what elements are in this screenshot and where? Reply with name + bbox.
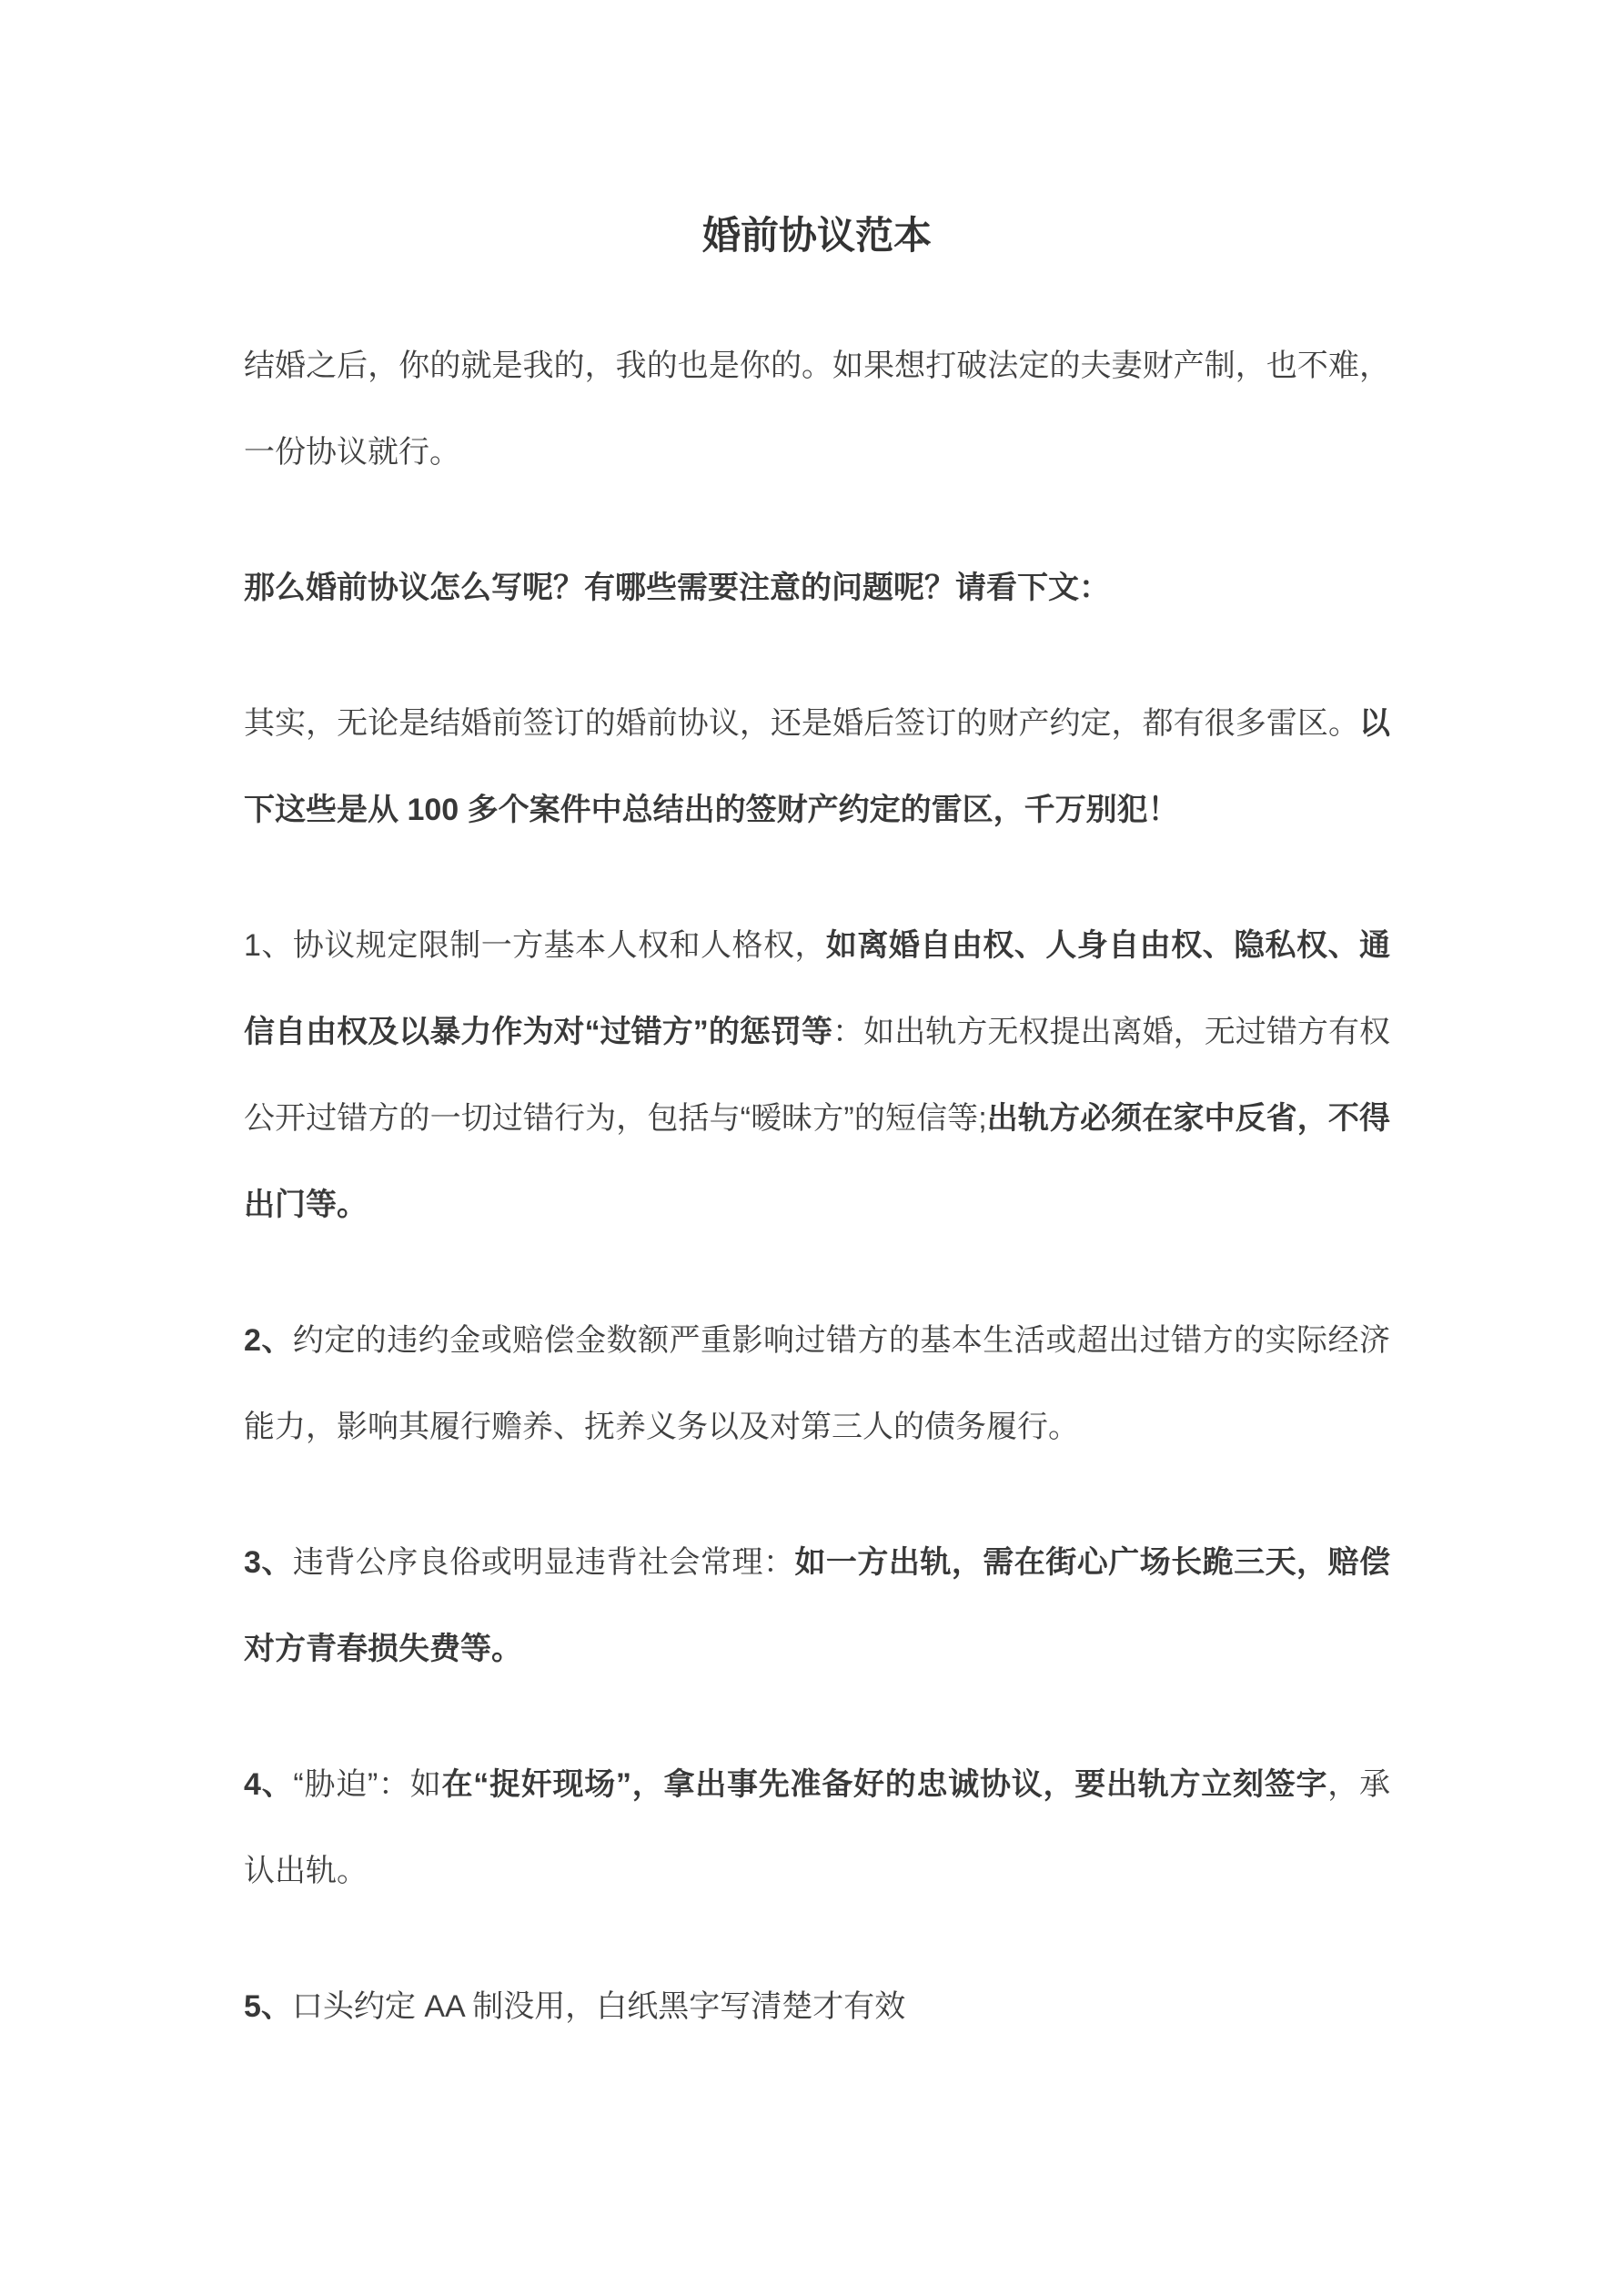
paragraph (244, 903, 1390, 1249)
bold-text-segment: 如离婚自由权、人身自由权、隐私权、通信自由权及以暴力作为对“过错方”的惩罚等 (244, 927, 1390, 1049)
text-segment: ：如出轨方无权提出离婚，无过错方有权公开过错方的一切过错行为，包括与“暧昧方”的短信等; (244, 1014, 1391, 1136)
document-title: 婚前协议范本 (701, 214, 932, 257)
text-segment: “胁迫”：如 (293, 1766, 442, 1802)
bold-text-segment: 5、 (244, 1988, 292, 2024)
text-segment: 约定的违约金或赔偿金数额严重影响过错方的基本生活或超出过错方的实际经济能力，影响其履行赡养、抚养义务以及对第三人的债务履行。 (244, 1322, 1390, 1444)
paragraph (244, 545, 1390, 632)
paragraph (244, 1742, 1390, 1915)
paragraph (244, 1298, 1390, 1471)
bold-text-segment: 出轨方必须在家中反省，不得出门等。 (244, 1100, 1391, 1222)
paragraph (244, 323, 1390, 496)
bold-text-segment: 4、 (244, 1766, 294, 1802)
text-segment: 其实，无论是结婚前签订的婚前协议，还是婚后签订的财产约定，都有很多雷区。 (244, 705, 1359, 741)
text-segment: 结婚之后，你的就是我的，我的也是你的。如果想打破法定的夫妻财产制，也不难，一份协议就行。 (244, 348, 1390, 470)
bold-text-segment: 以下这些是从 100 多个案件中总结出的签财产约定的雷区，千万别犯！ (244, 705, 1390, 827)
paragraph (244, 1520, 1390, 1693)
bold-text-segment: 2、 (244, 1322, 293, 1358)
bold-text-segment: 那么婚前协议怎么写呢？有哪些需要注意的问题呢？请看下文： (244, 570, 1110, 605)
paragraph (244, 681, 1390, 854)
bold-text-segment: 3、 (244, 1544, 293, 1580)
document-body (244, 323, 1390, 2050)
text-segment: ，承认出轨。 (244, 1766, 1390, 1888)
text-segment: 1、协议规定限制一方基本人权和人格权， (244, 927, 826, 963)
text-segment: 违背公序良俗或明显违背社会常理： (292, 1544, 795, 1580)
text-segment: 口头约定 AA 制没用，白纸黑字写清楚才有效 (291, 1988, 906, 2024)
bold-text-segment: 如一方出轨，需在街心广场长跪三天，赔偿对方青春损失费等。 (244, 1544, 1390, 1666)
bold-text-segment: 在“捉奸现场”，拿出事先准备好的忠诚协议，要出轨方立刻签字 (441, 1766, 1328, 1802)
paragraph (244, 1964, 1390, 2050)
